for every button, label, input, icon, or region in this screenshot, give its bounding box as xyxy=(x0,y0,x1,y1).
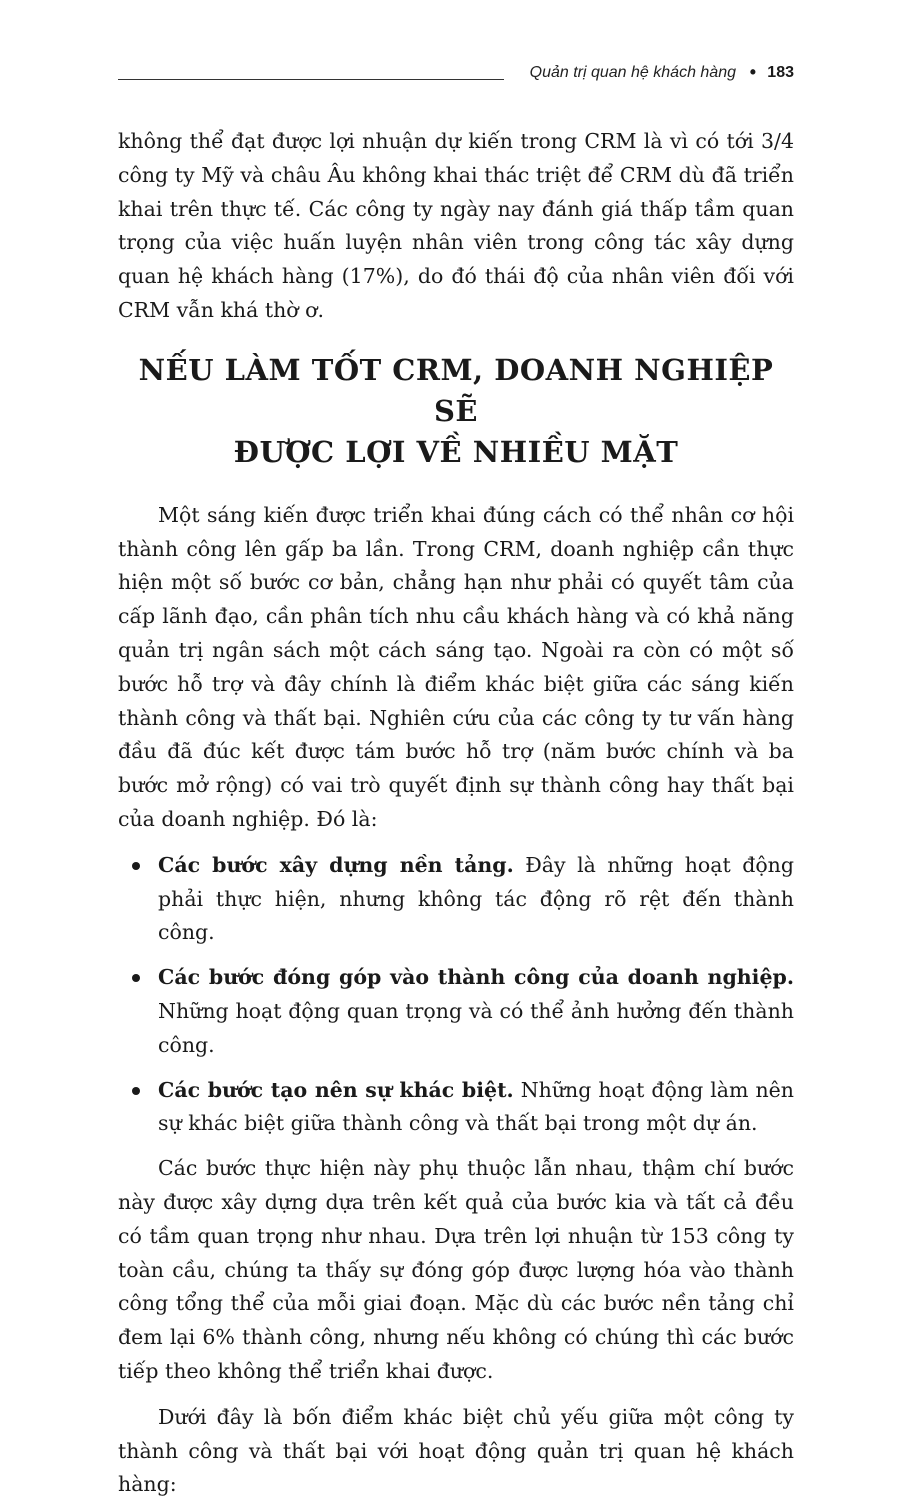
body-paragraph-3: Dưới đây là bốn điểm khác biệt chủ yếu giữa một công ty thành công và thất bại với hoạt động quản trị quan hệ khách hàng: xyxy=(118,1404,794,1497)
body-paragraph-2: Các bước thực hiện này phụ thuộc lẫn nhau, thậm chí bước này được xây dựng dựa trên kết quả của bước kia và tất cả đều có tầm quan trọng như nhau. Dựa trên lợi nhuận từ 153 công ty toàn cầu, chúng ta thấy sự đóng góp được lượng hóa vào thành công tổng thể của mỗi giai đoạn. Mặc dù các bước nền tảng chỉ đem lại 6% thành công, nhưng nếu không có chúng thì các bước tiếp theo không thể triển khai được. xyxy=(118,1156,794,1383)
running-title: Quản trị quan hệ khách hàng xyxy=(529,64,736,81)
header-bullet: • xyxy=(749,62,756,82)
steps-list xyxy=(118,849,794,1141)
list-item-text: Đây là những hoạt động phải thực hiện, nhưng không tác động rõ rệt đến thành công. xyxy=(158,852,794,945)
bullet-dot-icon xyxy=(132,974,140,982)
bullet-dot-icon xyxy=(132,862,140,870)
page-number: 183 xyxy=(767,64,794,81)
intro-paragraph: không thể đạt được lợi nhuận dự kiến trong CRM là vì có tới 3/4 công ty Mỹ và châu Âu không khai thác triệt để CRM dù đã triển khai trên thực tế. Các công ty ngày nay đánh giá thấp tầm quan trọng của việc huấn luyện nhân viên trong công tác xây dựng quan hệ khách hàng (17%), do đó thái độ của nhân viên đối với CRM vẫn khá thờ ơ. xyxy=(118,129,794,322)
list-item-bold: Các bước tạo nên sự khác biệt. xyxy=(158,1077,514,1102)
list-item xyxy=(118,849,794,950)
header-rule xyxy=(118,79,504,80)
list-item-text: Những hoạt động quan trọng và có thể ảnh hưởng đến thành công. xyxy=(158,998,794,1057)
list-item-text: Những hoạt động làm nên sự khác biệt giữa thành công và thất bại trong một dự án. xyxy=(158,1077,794,1136)
bullet-dot-icon xyxy=(132,1087,140,1095)
section-heading xyxy=(118,350,794,473)
running-header xyxy=(118,62,794,88)
list-item-bold: Các bước xây dựng nền tảng. xyxy=(158,852,514,877)
heading-line-1: NẾU LÀM TỐT CRM, DOANH NGHIỆP SẼ xyxy=(138,352,774,428)
page-body xyxy=(118,125,794,1502)
list-item xyxy=(118,961,794,1062)
heading-line-2: ĐƯỢC LỢI VỀ NHIỀU MẶT xyxy=(233,434,679,469)
list-item-bold: Các bước đóng góp vào thành công của doanh nghiệp. xyxy=(158,965,794,990)
body-paragraph-1: Một sáng kiến được triển khai đúng cách có thể nhân cơ hội thành công lên gấp ba lần. Trong CRM, doanh nghiệp cần thực hiện một số bước cơ bản, chẳng hạn như phải có quyết tâm của cấp lãnh đạo, cần phân tích nhu cầu khách hàng và có khả năng quản trị ngân sách một cách sáng tạo. Ngoài ra còn có một số bước hỗ trợ và đây chính là điểm khác biệt giữa các sáng kiến thành công và thất bại. Nghiên cứu của các công ty tư vấn hàng đầu đã đúc kết được tám bước hỗ trợ (năm bước chính và ba bước mở rộng) có vai trò quyết định sự thành công hay thất bại của doanh nghiệp. Đó là: xyxy=(118,502,794,831)
list-item xyxy=(118,1074,794,1142)
